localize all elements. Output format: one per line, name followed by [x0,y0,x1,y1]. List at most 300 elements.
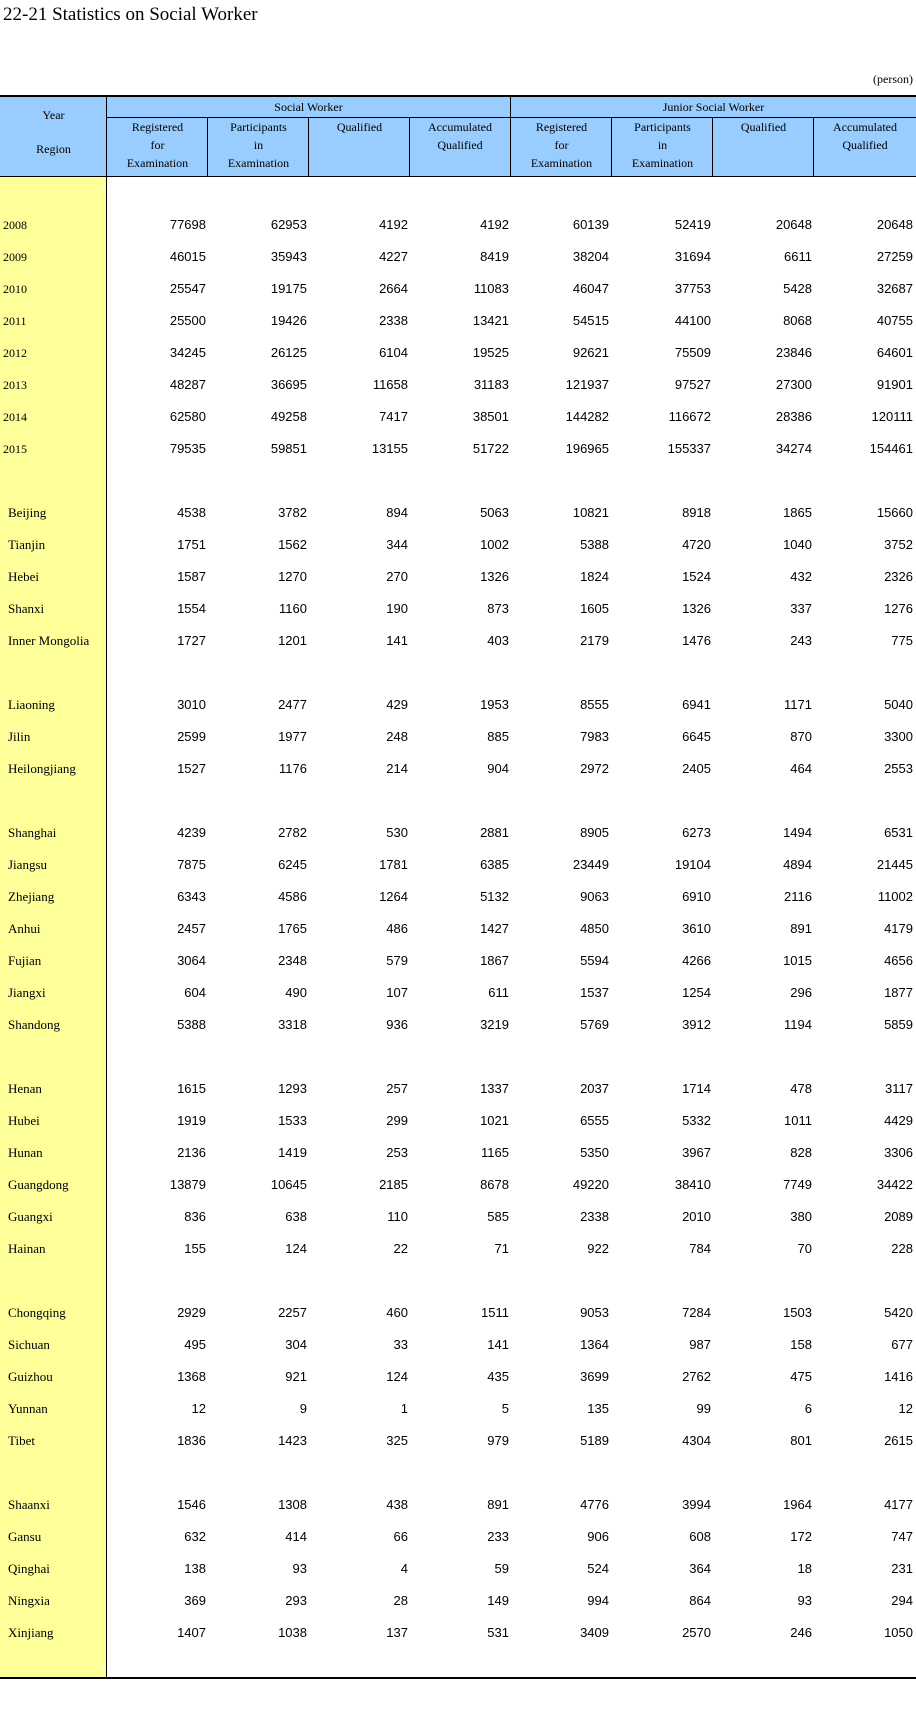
table-cell: 1765 [278,921,307,936]
table-cell: 3752 [884,537,913,552]
table-cell: 4894 [783,857,812,872]
table-cell: 4227 [379,249,408,264]
table-cell: 7749 [783,1177,812,1192]
table-cell: 214 [386,761,408,776]
table-cell: 3306 [884,1145,913,1160]
table-cell: 1050 [884,1625,913,1640]
table-cell: 524 [587,1561,609,1576]
table-cell: 5769 [580,1017,609,1032]
table-cell: 253 [386,1145,408,1160]
table-cell: 110 [387,1209,408,1224]
table-cell: 120111 [871,409,913,424]
table-cell: 48287 [169,377,206,392]
table-cell: 1419 [278,1145,307,1160]
table-cell: 1040 [783,537,812,552]
table-row [0,945,916,977]
table-cell: 3409 [580,1625,609,1640]
table-cell: 137 [386,1625,408,1640]
table-cell: 2348 [278,953,307,968]
table-cell: 4266 [682,953,711,968]
table-cell: 19175 [270,281,307,296]
table-cell: 248 [386,729,408,744]
row-label: Ningxia [8,1593,50,1608]
table-cell: 6645 [682,729,711,744]
table-cell: 3699 [580,1369,609,1384]
table-cell: 677 [891,1337,913,1352]
table-cell: 52419 [674,217,711,232]
table-cell: 25500 [169,313,206,328]
table-cell: 3610 [682,921,711,936]
table-cell: 37753 [674,281,711,296]
table-cell: 1781 [379,857,408,872]
table-row [0,1393,916,1425]
table-cell: 4538 [177,505,206,520]
table-row [0,849,916,881]
header-line: Qualified [842,138,888,152]
table-cell: 495 [184,1337,206,1352]
table-cell: 6555 [580,1113,609,1128]
row-label: Zhejiang [8,889,55,904]
table-cell: 2477 [278,697,307,712]
table-cell: 1714 [682,1081,711,1096]
table-cell: 92621 [572,345,609,360]
table-cell: 4850 [580,921,609,936]
row-label: Chongqing [8,1305,66,1320]
header-line: for [554,138,569,152]
header-year-label: Year [42,108,65,122]
table-cell: 894 [386,505,408,520]
table-cell: 75509 [674,345,711,360]
table-cell: 8555 [580,697,609,712]
row-label: Jiangxi [8,985,46,1000]
table-cell: 1554 [177,601,206,616]
table-row [0,1009,916,1041]
table-cell: 775 [891,633,913,648]
table-cell: 190 [386,601,408,616]
table-cell: 38204 [572,249,609,264]
table-cell: 46047 [572,281,609,296]
table-cell: 34274 [775,441,812,456]
table-row [0,401,916,433]
table-cell: 1605 [580,601,609,616]
row-label: 2009 [3,250,27,264]
table-cell: 13879 [169,1177,206,1192]
table-cell: 304 [285,1337,307,1352]
table-cell: 1368 [177,1369,206,1384]
table-cell: 1587 [177,569,206,584]
table-cell: 6343 [177,889,206,904]
table-cell: 3117 [885,1081,913,1096]
table-row [0,625,916,657]
table-cell: 141 [487,1337,509,1352]
row-label: 2014 [3,410,27,424]
table-cell: 93 [797,1593,812,1608]
header-line: Registered [535,120,588,134]
table-cell: 5420 [884,1305,913,1320]
table-cell: 873 [487,601,509,616]
table-cell: 1867 [480,953,509,968]
table-cell: 1254 [682,985,711,1000]
table-cell: 154461 [869,441,913,456]
table-cell: 325 [386,1433,408,1448]
table-cell: 2929 [177,1305,206,1320]
table-cell: 1524 [682,569,711,584]
table-cell: 3010 [177,697,206,712]
table-cell: 836 [184,1209,206,1224]
table-cell: 979 [487,1433,509,1448]
table-cell: 4 [400,1561,408,1576]
table-cell: 4586 [278,889,307,904]
table-row [0,913,916,945]
table-cell: 2599 [177,729,206,744]
table-row [0,1489,916,1521]
table-cell: 530 [386,825,408,840]
table-cell: 18 [797,1561,812,1576]
header-line: in [657,138,668,152]
row-label: Hainan [8,1241,46,1256]
table-cell: 66 [393,1529,408,1544]
table-cell: 11083 [473,281,509,296]
table-cell: 257 [386,1081,408,1096]
table-cell: 4720 [682,537,711,552]
header-group-social-worker: Social Worker [274,100,343,114]
table-cell: 9063 [580,889,609,904]
table-cell: 8068 [783,313,812,328]
table-cell: 34422 [876,1177,913,1192]
table-cell: 135 [587,1401,609,1416]
table-cell: 296 [790,985,812,1000]
table-cell: 1293 [278,1081,307,1096]
table-cell: 579 [386,953,408,968]
table-cell: 2881 [480,825,509,840]
table-cell: 364 [689,1561,711,1576]
table-cell: 632 [184,1529,206,1544]
table-row [0,1617,916,1649]
table-cell: 121937 [565,377,609,392]
table-cell: 1494 [783,825,812,840]
table-cell: 784 [689,1241,711,1256]
table-cell: 62953 [270,217,307,232]
table-cell: 2037 [580,1081,609,1096]
table-cell: 12 [191,1401,206,1416]
table-cell: 1527 [177,761,206,776]
table-cell: 246 [790,1625,812,1640]
table-cell: 1824 [580,569,609,584]
table-cell: 19426 [270,313,307,328]
table-cell: 25547 [169,281,206,296]
table-row [0,1521,916,1553]
table-cell: 3064 [177,953,206,968]
table-cell: 91901 [876,377,913,392]
table-cell: 3219 [480,1017,509,1032]
table-row [0,337,916,369]
table-cell: 611 [488,985,509,1000]
table-header [0,95,916,177]
table-cell: 6104 [379,345,408,360]
table-cell: 5859 [884,1017,913,1032]
table-cell: 1865 [783,505,812,520]
table-cell: 4656 [884,953,913,968]
row-label: Jilin [8,729,31,744]
table-cell: 31694 [674,249,711,264]
header-line: Examination [126,156,189,170]
table-cell: 1264 [379,889,408,904]
table-cell: 464 [790,761,812,776]
table-cell: 38501 [472,409,509,424]
table-cell: 1364 [580,1337,609,1352]
table-cell: 1427 [480,921,509,936]
table-cell: 1 [400,1401,408,1416]
table-cell: 6245 [278,857,307,872]
table-cell: 638 [285,1209,307,1224]
table-row [0,977,916,1009]
table-cell: 27300 [775,377,812,392]
table-cell: 294 [891,1593,913,1608]
row-label: Heilongjiang [8,761,76,776]
table-cell: 2338 [379,313,408,328]
table-cell: 2615 [884,1433,913,1448]
table-cell: 62580 [169,409,206,424]
table-cell: 1751 [177,537,206,552]
row-label: Tianjin [8,537,46,552]
table-cell: 36695 [270,377,307,392]
table-cell: 7875 [177,857,206,872]
table-cell: 2010 [682,1209,711,1224]
row-label: 2015 [3,442,27,456]
table-cell: 32687 [876,281,913,296]
table-cell: 228 [891,1241,913,1256]
table-cell: 4192 [480,217,509,232]
table-cell: 4776 [580,1497,609,1512]
table-cell: 380 [790,1209,812,1224]
table-cell: 2553 [884,761,913,776]
table-cell: 44100 [674,313,711,328]
table-cell: 144282 [565,409,609,424]
header-line: in [253,138,264,152]
table-cell: 432 [790,569,812,584]
table-cell: 936 [386,1017,408,1032]
table-cell: 1326 [682,601,711,616]
header-line: Examination [530,156,593,170]
table-row [0,305,916,337]
table-cell: 5063 [480,505,509,520]
table-cell: 59851 [270,441,307,456]
header-region-label: Region [36,142,71,156]
table-cell: 5040 [884,697,913,712]
table-cell: 4179 [884,921,913,936]
table-cell: 158 [790,1337,812,1352]
table-cell: 1337 [480,1081,509,1096]
table-cell: 1503 [783,1305,812,1320]
table-cell: 23449 [572,857,609,872]
table-cell: 885 [487,729,509,744]
table-cell: 93 [292,1561,307,1576]
table-cell: 1537 [580,985,609,1000]
table-cell: 7417 [379,409,408,424]
table-cell: 828 [790,1145,812,1160]
table-cell: 116672 [668,409,711,424]
table-cell: 9053 [580,1305,609,1320]
table-cell: 22 [393,1241,408,1256]
row-label: Shaanxi [8,1497,50,1512]
row-label: Liaoning [8,697,55,712]
table-row [0,209,916,241]
table-row [0,1073,916,1105]
table-cell: 8678 [480,1177,509,1192]
row-label: Beijing [8,505,47,520]
table-cell: 51722 [472,441,509,456]
table-cell: 60139 [572,217,609,232]
table-cell: 475 [790,1369,812,1384]
table-row [0,497,916,529]
table-cell: 3782 [278,505,307,520]
table-cell: 1416 [884,1369,913,1384]
table-cell: 4304 [682,1433,711,1448]
row-label: Shandong [8,1017,60,1032]
table-cell: 33 [393,1337,408,1352]
header-line: Qualified [437,138,483,152]
table-row [0,1169,916,1201]
statistics-table [0,95,916,1679]
table-cell: 1533 [278,1113,307,1128]
table-cell: 870 [790,729,812,744]
table-cell: 4177 [884,1497,913,1512]
table-cell: 2782 [278,825,307,840]
row-label: Yunnan [8,1401,48,1416]
table-cell: 2338 [580,1209,609,1224]
table-row [0,1553,916,1585]
table-cell: 2116 [784,889,812,904]
header-line: Qualified [740,120,787,134]
table-row [0,433,916,465]
table-cell: 1727 [177,633,206,648]
table-cell: 922 [587,1241,609,1256]
table-cell: 233 [487,1529,509,1544]
row-label: 2008 [3,218,27,232]
table-cell: 5594 [580,953,609,968]
row-label: 2013 [3,378,27,392]
row-label: Guangdong [8,1177,69,1192]
table-cell: 196965 [565,441,609,456]
row-label: Hubei [8,1113,40,1128]
table-cell: 138 [184,1561,206,1576]
row-label: Shanghai [8,825,57,840]
table-cell: 1836 [177,1433,206,1448]
table-cell: 231 [891,1561,913,1576]
table-cell: 5 [501,1401,509,1416]
row-label: Guizhou [8,1369,53,1384]
header-line: Examination [631,156,694,170]
table-cell: 46015 [169,249,206,264]
table-cell: 921 [285,1369,307,1384]
header-line: Examination [227,156,290,170]
row-label: Sichuan [8,1337,50,1352]
table-cell: 2179 [580,633,609,648]
table-row [0,273,916,305]
table-cell: 994 [587,1593,609,1608]
table-cell: 64601 [876,345,913,360]
table-cell: 2089 [884,1209,913,1224]
table-cell: 7284 [682,1305,711,1320]
table-cell: 1953 [480,697,509,712]
table-cell: 9 [299,1401,307,1416]
table-row [0,1361,916,1393]
table-cell: 11658 [372,377,408,392]
table-cell: 403 [487,633,509,648]
table-cell: 1276 [884,601,913,616]
table-row [0,1425,916,1457]
table-cell: 2136 [177,1145,206,1160]
table-cell: 124 [285,1241,307,1256]
table-cell: 1546 [177,1497,206,1512]
table-cell: 3967 [682,1145,711,1160]
table-cell: 10645 [270,1177,307,1192]
table-cell: 891 [790,921,812,936]
table-cell: 1511 [481,1305,509,1320]
table-cell: 97527 [674,377,711,392]
table-cell: 801 [790,1433,812,1448]
table-cell: 6385 [480,857,509,872]
table-cell: 5388 [177,1017,206,1032]
header-line: for [150,138,165,152]
row-label: Hebei [8,569,40,584]
table-row [0,369,916,401]
table-cell: 1977 [278,729,307,744]
table-cell: 21445 [876,857,913,872]
header-line: Participants [634,120,691,134]
table-cell: 1002 [480,537,509,552]
table-cell: 8905 [580,825,609,840]
header-line: Registered [131,120,184,134]
table-cell: 1964 [783,1497,812,1512]
table-cell: 3912 [682,1017,711,1032]
row-label: Shanxi [8,601,45,616]
table-cell: 124 [386,1369,408,1384]
table-cell: 4192 [379,217,408,232]
table-cell: 864 [689,1593,711,1608]
table-cell: 59 [494,1561,509,1576]
table-row [0,241,916,273]
table-row [0,1201,916,1233]
table-cell: 4429 [884,1113,913,1128]
row-label: 2012 [3,346,27,360]
table-cell: 28 [393,1593,408,1608]
table-cell: 141 [386,633,408,648]
table-cell: 1476 [682,633,711,648]
table-cell: 155337 [667,441,711,456]
table-row [0,689,916,721]
table-row [0,1137,916,1169]
table-cell: 414 [285,1529,307,1544]
table-cell: 40755 [876,313,913,328]
table-cell: 20648 [876,217,913,232]
table-cell: 2457 [177,921,206,936]
table-cell: 7983 [580,729,609,744]
table-cell: 26125 [270,345,307,360]
table-cell: 5350 [580,1145,609,1160]
table-cell: 2257 [278,1305,307,1320]
table-cell: 28386 [775,409,812,424]
table-cell: 604 [184,985,206,1000]
header-group-junior-social-worker: Junior Social Worker [662,100,765,114]
row-label: Gansu [8,1529,42,1544]
header-line: Accumulated [428,120,492,134]
table-cell: 13155 [371,441,408,456]
table-cell: 20648 [775,217,812,232]
row-label: Fujian [8,953,42,968]
table-cell: 2185 [379,1177,408,1192]
header-line: Accumulated [833,120,897,134]
